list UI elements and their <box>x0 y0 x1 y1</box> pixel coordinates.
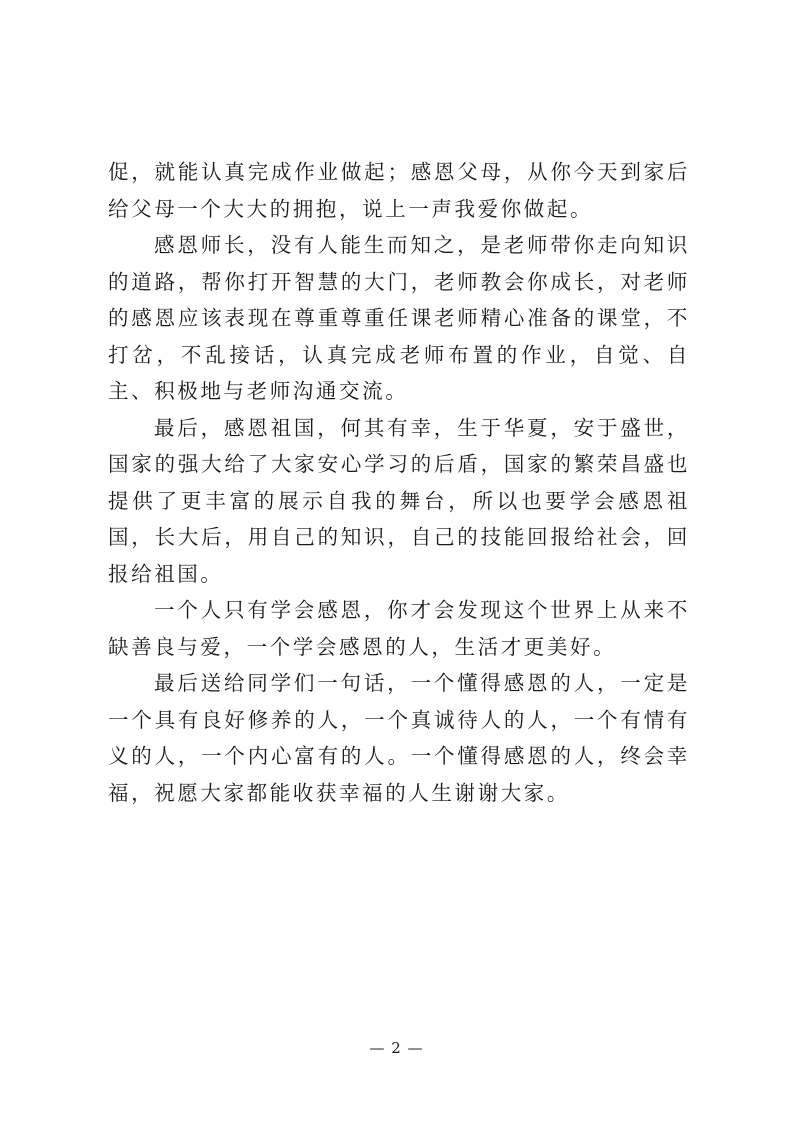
paragraph-3: 最后，感恩祖国，何其有幸，生于华夏，安于盛世，国家的强大给了大家安心学习的后盾，国家的繁荣昌盛也提供了更丰富的展示自我的舞台，所以也要学会感恩祖国，长大后，用自己的知识，自己的技能回报给社会，回报给祖国。 <box>108 415 690 586</box>
paragraph-5: 最后送给同学们一句话，一个懂得感恩的人，一定是一个具有良好修养的人，一个真诚待人的人，一个有情有义的人，一个内心富有的人。一个懂得感恩的人，终会幸福，祝愿大家都能收获幸福的人生谢谢大家。 <box>108 671 690 805</box>
paragraph-1: 促，就能认真完成作业做起；感恩父母，从你今天到家后给父母一个大大的拥抱，说上一声我爱你做起。 <box>108 160 690 221</box>
body-text <box>108 154 690 811</box>
paragraph-4: 一个人只有学会感恩，你才会发现这个世界上从来不缺善良与爱，一个学会感恩的人，生活才更美好。 <box>108 598 690 659</box>
page-number: — 2 — <box>369 1039 424 1057</box>
paragraph-2: 感恩师长，没有人能生而知之，是老师带你走向知识的道路，帮你打开智慧的大门，老师教会你成长，对老师的感恩应该表现在尊重尊重任课老师精心准备的课堂，不打岔，不乱接话，认真完成老师布置的作业，自觉、自主、积极地与老师沟通交流。 <box>108 233 690 403</box>
